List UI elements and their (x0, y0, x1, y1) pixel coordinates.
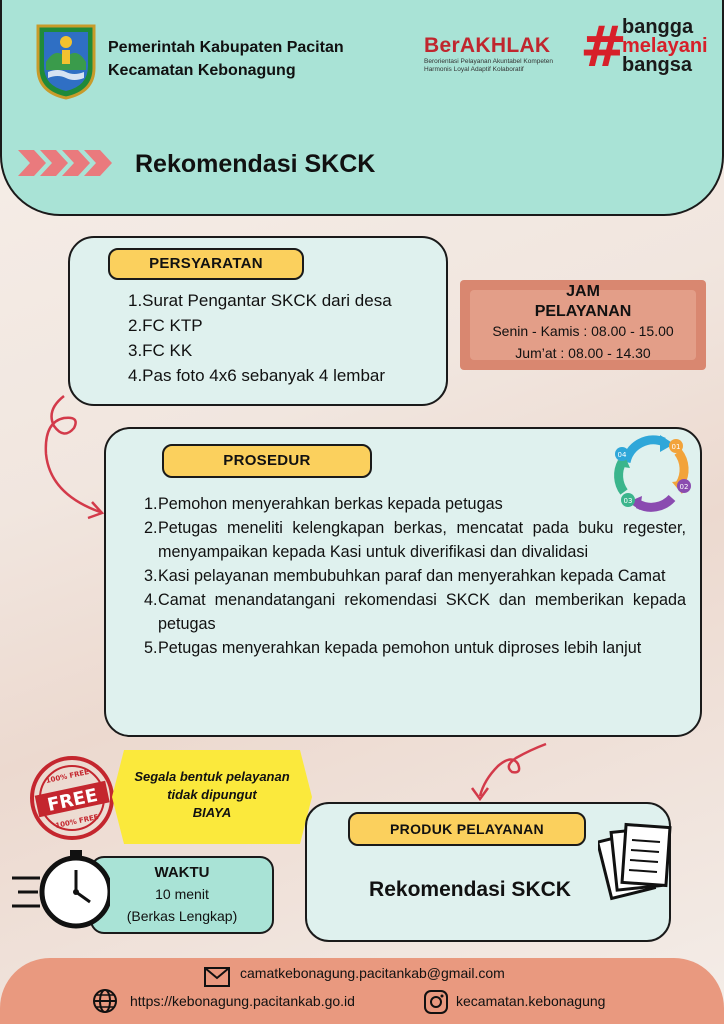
stamp-ring-bottom: 100% FREE (54, 813, 100, 830)
pacitan-crest-icon (34, 22, 98, 100)
berakhlak-logo (424, 34, 553, 74)
stamp-ring-top: 100% FREE (45, 768, 90, 785)
page-title: Rekomendasi SKCK (135, 150, 376, 178)
cycle-label: 02 (679, 483, 689, 491)
list-item (144, 636, 686, 660)
waktu-title: WAKTU (154, 864, 210, 881)
persyaratan-list (128, 288, 438, 388)
chevron-arrows-icon (16, 146, 116, 180)
slogan-line-3: bangsa (622, 54, 693, 76)
footer-website[interactable]: https://kebonagung.pacitankab.go.id (130, 993, 355, 1009)
slogan (622, 18, 708, 75)
curl-arrow-icon (34, 394, 114, 528)
list-item: 2.FC KTP (128, 316, 203, 335)
jam-title (460, 282, 706, 322)
list-item: 3.FC KK (128, 341, 193, 360)
list-item: 4.Pas foto 4x6 sebanyak 4 lembar (128, 366, 386, 385)
produk-label: PRODUK PELAYANAN (348, 812, 586, 846)
berakhlak-sub-2: Harmonis Loyal Adaptif Kolaboratif (424, 66, 524, 73)
waktu-line-1: 10 menit (155, 886, 209, 902)
list-item-text: Camat menandatangani rekomendasi SKCK dan memberikan kepada petugas (158, 591, 686, 633)
berakhlak-word: BerAKHLAK (424, 34, 551, 57)
jam-line-2: Jum’at : 08.00 - 14.30 (515, 345, 651, 361)
footer-instagram[interactable]: kecamatan.kebonagung (456, 993, 606, 1009)
list-item-number: 1. (144, 495, 158, 513)
list-item (144, 588, 686, 636)
list-item-number: 5. (144, 639, 158, 657)
stamp-word: FREE (45, 784, 100, 816)
jam-title-1: JAM (566, 283, 600, 300)
slogan-line-1: bangga (622, 16, 694, 38)
prosedur-list (144, 492, 686, 660)
list-item-number: 2. (144, 519, 158, 537)
list-item-text: Pemohon menyerahkan berkas kepada petugas (158, 495, 503, 513)
free-line-1: Segala bentuk pelayanan (134, 769, 290, 784)
slogan-hash: # (580, 15, 627, 80)
cycle-label: 04 (617, 451, 627, 459)
list-item-text: Petugas menyerahkan kepada pemohon untuk diproses lebih lanjut (158, 639, 642, 657)
free-text (112, 768, 312, 822)
jam-title-2: PELAYANAN (534, 303, 632, 320)
documents-icon (598, 818, 672, 910)
waktu-line-2: (Berkas Lengkap) (126, 908, 238, 924)
list-item (144, 564, 686, 588)
globe-icon (92, 988, 118, 1014)
free-line-3: BIAYA (192, 805, 232, 820)
list-item-text: Kasi pelayanan membubuhkan paraf dan menyerahkan kepada Camat (158, 567, 666, 585)
list-item-text: Petugas meneliti kelengkapan berkas, mencatat pada buku regester, menyampaikan kepada Kasi untuk diverifikasi dan divalidasi (158, 519, 686, 561)
instagram-icon (424, 990, 448, 1014)
list-item (144, 516, 686, 564)
persyaratan-label: PERSYARATAN (108, 248, 304, 280)
slogan-line-2: melayani (622, 35, 708, 57)
list-item: 1.Surat Pengantar SKCK dari desa (128, 291, 392, 310)
berakhlak-sub-1: Berorientasi Pelayanan Akuntabel Kompeten (424, 58, 554, 65)
list-item-number: 3. (144, 567, 158, 585)
list-item-number: 4. (144, 591, 158, 609)
footer-email[interactable]: camatkebonagung.pacitankab@gmail.com (240, 965, 505, 981)
free-line-2: tidak dipungut (167, 787, 257, 802)
free-stamp-icon (28, 754, 116, 842)
jam-line-1: Senin - Kamis : 08.00 - 15.00 (492, 323, 674, 339)
gov-line-1: Pemerintah Kabupaten Pacitan (108, 39, 344, 56)
list-item (144, 492, 686, 516)
gov-line-2: Kecamatan Kebonagung (108, 62, 296, 79)
curl-arrow-icon (460, 742, 550, 802)
produk-name: Rekomendasi SKCK (369, 878, 571, 901)
cycle-label: 01 (671, 443, 681, 451)
cycle-label: 03 (623, 497, 633, 505)
government-name (108, 36, 344, 82)
prosedur-label: PROSEDUR (162, 444, 372, 478)
mail-icon (204, 966, 230, 988)
